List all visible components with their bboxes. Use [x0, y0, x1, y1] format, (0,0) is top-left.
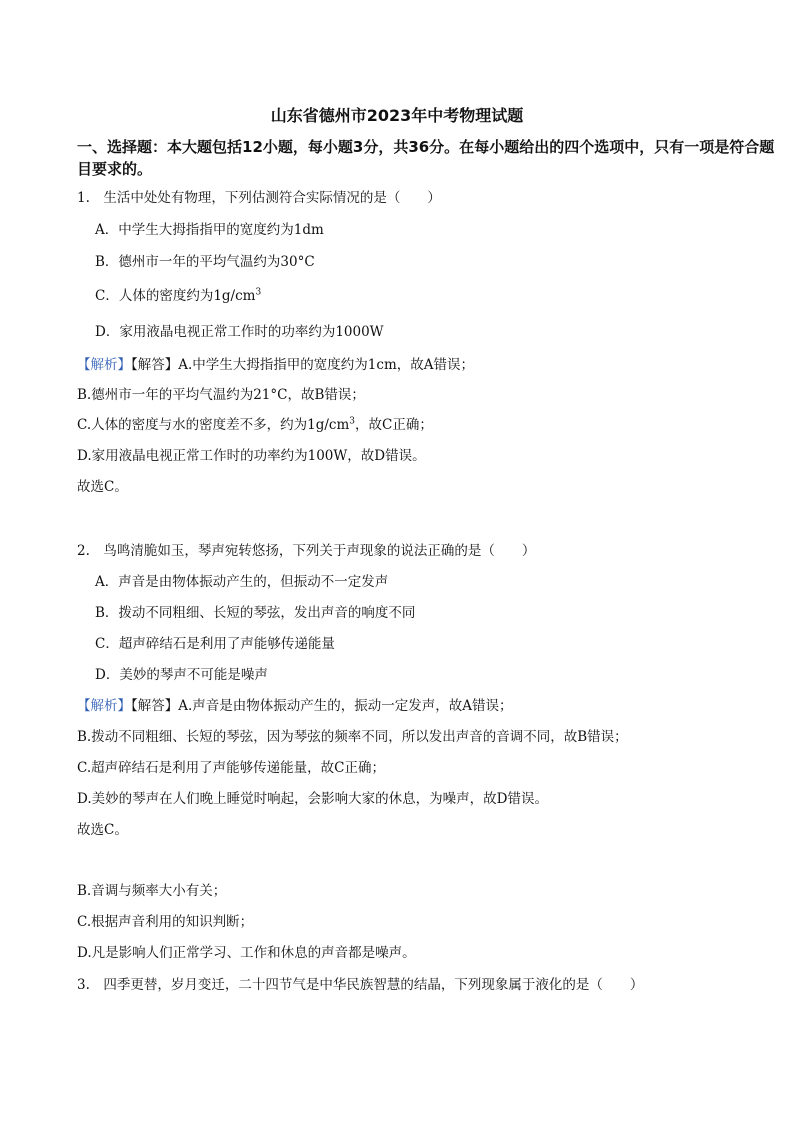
question-2-analysis-line-2: B.拨动不同粗细、长短的琴弦，因为琴弦的频率不同，所以发出声音的音调不同，故B错误； [77, 729, 628, 745]
question-1-option-d: D．家用液晶电视正常工作时的功率约为1000W [95, 324, 384, 340]
analysis-text: 【解答】A.中学生大拇指指甲的宽度约为1cm，故A错误； [131, 357, 474, 373]
question-2-note-2: C.根据声音利用的知识判断； [77, 914, 254, 930]
question-1-analysis-line-3 [77, 415, 433, 435]
question-1-option-a: A．中学生大拇指指甲的宽度约为1dm [95, 222, 324, 238]
question-1-option-b: B．德州市一年的平均气温约为30°C [95, 254, 315, 270]
analysis-tag: 【解析】 [77, 357, 131, 373]
superscript: 3 [349, 416, 356, 427]
question-2-note-1: B.音调与频率大小有关； [77, 883, 227, 899]
question-1-answer: 故选C。 [77, 479, 128, 495]
superscript: 3 [255, 287, 262, 298]
option-text: C．人体的密度约为1g/cm [95, 288, 256, 304]
question-1-analysis-line-1 [77, 355, 474, 375]
question-2-answer: 故选C。 [77, 822, 128, 838]
question-2-option-b: B．拨动不同粗细、长短的琴弦，发出声音的响度不同 [95, 605, 416, 621]
question-1-stem: 1. 生活中处处有物理，下列估测符合实际情况的是（ ） [77, 190, 441, 206]
question-1-analysis-line-4: D.家用液晶电视正常工作时的功率约为100W，故D错误。 [77, 448, 426, 464]
question-2-option-c: C．超声碎结石是利用了声能够传递能量 [95, 636, 335, 652]
question-1-option-c [95, 286, 261, 306]
analysis-text: C.人体的密度与水的密度差不多，约为1g/cm [77, 417, 350, 433]
question-2-note-3: D.凡是影响人们正常学习、工作和休息的声音都是噪声。 [77, 945, 416, 961]
question-1-analysis-line-2: B.德州市一年的平均气温约为21°C，故B错误； [77, 387, 365, 403]
question-2-analysis-line-1 [77, 696, 513, 716]
analysis-tag: 【解析】 [77, 698, 131, 714]
question-2-option-d: D．美妙的琴声不可能是噪声 [95, 667, 268, 683]
question-2-analysis-line-3: C.超声碎结石是利用了声能够传递能量，故C正确； [77, 760, 385, 776]
question-2-option-a: A．声音是由物体振动产生的，但振动不一定发声 [95, 574, 389, 590]
analysis-text: 【解答】A.声音是由物体振动产生的，振动一定发声，故A错误； [131, 698, 513, 714]
section-heading: 一、选择题：本大题包括12小题，每小题3分，共36分。在每小题给出的四个选项中，只有一项是符合题目要求的。 [77, 138, 775, 178]
question-2-stem: 2. 鸟鸣清脆如玉，琴声宛转悠扬，下列关于声现象的说法正确的是（ ） [77, 543, 536, 559]
analysis-text: ，故C正确； [355, 417, 433, 433]
page-title: 山东省德州市2023年中考物理试题 [270, 106, 524, 125]
question-2-analysis-line-4: D.美妙的琴声在人们晚上睡觉时响起，会影响大家的休息，为噪声，故D错误。 [77, 791, 548, 807]
question-3-stem: 3. 四季更替，岁月变迁，二十四节气是中华民族智慧的结晶，下列现象属于液化的是（ ） [77, 977, 644, 993]
